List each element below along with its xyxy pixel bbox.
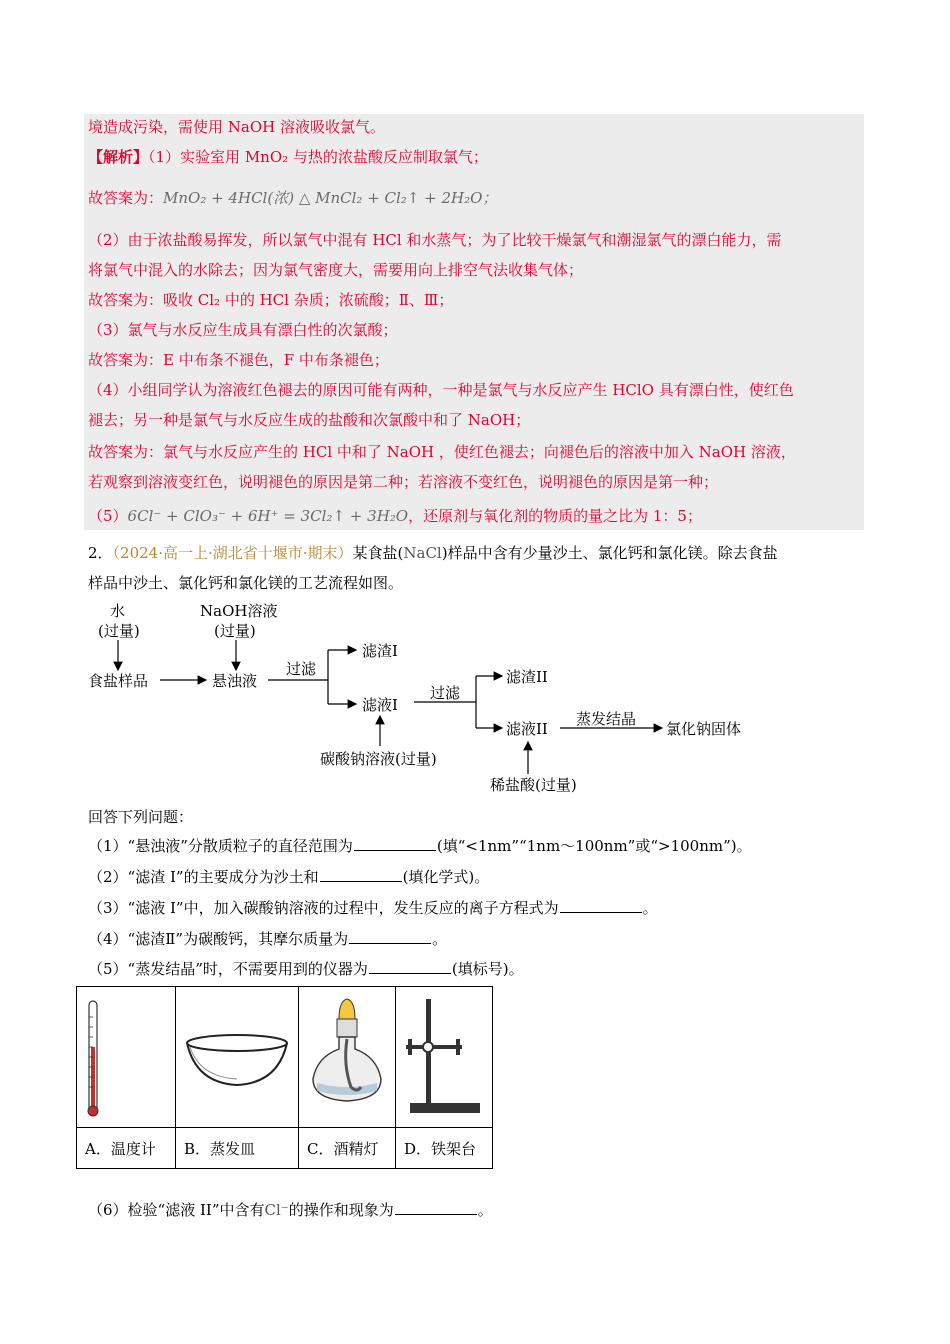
- fc-naoh-amount: (过量): [214, 622, 256, 640]
- question-source: （2024·高一上·湖北省十堰市·期末）: [112, 544, 353, 562]
- fc-water-amount: (过量): [98, 622, 140, 640]
- instrument-table: [76, 986, 493, 1169]
- fc-residue-2: 滤渣II: [506, 668, 548, 686]
- answer-line-8: 故答案为：E 中布条不褪色，F 中布条褪色；: [88, 351, 389, 369]
- fc-na2co3: 碳酸钠溶液(过量): [320, 750, 437, 768]
- answer-line-13-prefix: （5）: [88, 507, 128, 525]
- iron-stand-icon: [396, 987, 492, 1123]
- sub-question-2: [88, 867, 489, 887]
- q6-text-c: 。: [477, 1201, 493, 1219]
- fc-water: 水: [110, 602, 126, 620]
- instrument-label-c: C．酒精灯: [299, 1128, 396, 1169]
- sub-question-6: [88, 1200, 493, 1220]
- instrument-cell-d: [396, 987, 493, 1128]
- fc-hcl: 稀盐酸(过量): [490, 776, 577, 794]
- sub-question-5: [88, 959, 524, 979]
- analysis-text: （1）实验室用 MnO₂ 与热的浓盐酸反应制取氯气；: [148, 148, 488, 166]
- alcohol-lamp-icon: [299, 987, 395, 1123]
- answer-blank[interactable]: [354, 836, 436, 851]
- instrument-label-b: B．蒸发皿: [176, 1128, 299, 1169]
- answer-blank[interactable]: [395, 1200, 477, 1215]
- fc-filtrate-1: 滤液I: [362, 696, 398, 714]
- thermometer-icon: [77, 987, 175, 1123]
- answer-line-7: （3）氯气与水反应生成具有漂白性的次氯酸；: [88, 321, 398, 339]
- answer-blank[interactable]: [369, 959, 451, 974]
- answer-line-1: 境造成污染，需使用 NaOH 溶液吸收氯气。: [88, 118, 385, 136]
- stem-part-a: 某食盐(: [352, 544, 404, 562]
- fc-filtrate-2: 滤液II: [506, 720, 548, 738]
- q6-text-b: 的操作和现象为: [288, 1201, 394, 1219]
- stem-part-b: )样品中含有少量沙土、氯化钙和氯化镁。除去食盐: [441, 544, 778, 562]
- q1-text-a: （1）“悬浊液”分散质粒子的直径范围为: [88, 837, 353, 855]
- instrument-label-a: A．温度计: [77, 1128, 176, 1169]
- answer-line-3: [88, 188, 497, 208]
- q2-text-a: （2）“滤渣 I”的主要成分为沙土和: [88, 868, 319, 886]
- answer-line-4: （2）由于浓盐酸易挥发，所以氯气中混有 HCl 和水蒸气；为了比较干燥氯气和潮湿氯气的漂白能力，需: [88, 231, 782, 249]
- fc-residue-1: 滤渣I: [362, 642, 398, 660]
- nacl-formula: NaCl: [403, 544, 442, 562]
- fc-product: 氯化钠固体: [666, 720, 742, 738]
- answer-line-12: 若观察到溶液变红色，说明褪色的原因是第二种；若溶液不变红色，说明褪色的原因是第一种；: [88, 473, 719, 491]
- q5-text-a: （5）“蒸发结晶”时，不需要用到的仪器为: [88, 960, 368, 978]
- chloride-ion: Cl⁻: [264, 1201, 289, 1219]
- instrument-label-d: D．铁架台: [396, 1128, 493, 1169]
- sub-question-1: [88, 836, 752, 856]
- answer-line-13-suffix: ，还原剂与氧化剂的物质的量之比为 1：5；: [408, 507, 702, 525]
- sub-question-4: [88, 929, 447, 949]
- fc-sample: 食盐样品: [88, 672, 149, 690]
- answer-line-10: 褪去；另一种是氯气与水反应生成的盐酸和次氯酸中和了 NaOH；: [88, 411, 531, 429]
- process-flowchart: [80, 598, 780, 798]
- instrument-cell-a: [77, 987, 176, 1128]
- equation-mno2: MnO₂ + 4HCl(浓) △ MnCl₂ + Cl₂↑ + 2H₂O；: [163, 189, 498, 207]
- equation-chlorate: 6Cl⁻ + ClO₃⁻ + 6H⁺ = 3Cl₂↑ + 3H₂O: [127, 507, 409, 525]
- q5-text-b: (填标号)。: [451, 960, 524, 978]
- fc-evaporate: 蒸发结晶: [576, 710, 637, 728]
- answer-line-13: [88, 506, 702, 526]
- q4-text-b: 。: [432, 930, 448, 948]
- sub-question-3: [88, 898, 658, 918]
- question-number: 2．: [88, 544, 113, 562]
- analysis-tag: 【解析】: [88, 148, 149, 166]
- fc-filter-1: 过滤: [286, 660, 317, 678]
- question-stem-line-1: [88, 543, 778, 563]
- q4-text-a: （4）“滤渣Ⅱ”为碳酸钙，其摩尔质量为: [88, 930, 349, 948]
- fc-naoh: NaOH溶液: [200, 602, 278, 620]
- instrument-cell-c: [299, 987, 396, 1128]
- analysis-line: [88, 147, 488, 167]
- answer-line-5: 将氯气中混入的水除去；因为氯气密度大，需要用向上排空气法收集气体；: [88, 261, 584, 279]
- answer-blank[interactable]: [560, 898, 642, 913]
- question-stem-line-2: 样品中沙土、氯化钙和氯化镁的工艺流程如图。: [88, 574, 404, 592]
- fc-suspension: 悬浊液: [212, 672, 258, 690]
- q1-text-b: (填“<1nm”“1nm～100nm”或“>100nm”)。: [436, 837, 752, 855]
- evaporating-dish-icon: [176, 987, 298, 1123]
- answer-line-9: （4）小组同学认为溶液红色褪去的原因可能有两种，一种是氯气与水反应产生 HClO 具有漂白性，使红色: [88, 381, 794, 399]
- sub-intro: 回答下列问题：: [88, 808, 194, 826]
- q6-text-a: （6）检验“滤液 II”中含有: [88, 1201, 265, 1219]
- q2-text-b: (填化学式)。: [402, 868, 490, 886]
- q3-text-b: 。: [642, 899, 658, 917]
- answer-blank[interactable]: [349, 929, 431, 944]
- q3-text-a: （3）“滤液 I”中，加入碳酸钠溶液的过程中，发生反应的离子方程式为: [88, 899, 559, 917]
- instrument-cell-b: [176, 987, 299, 1128]
- answer-line-11: 故答案为：氯气与水反应产生的 HCl 中和了 NaOH ，使红色褪去；向褪色后的溶液中加入 NaOH 溶液，: [88, 443, 796, 461]
- fc-filter-2: 过滤: [430, 684, 461, 702]
- answer-label: 故答案为：: [88, 189, 164, 207]
- answer-line-6: 故答案为：吸收 Cl₂ 中的 HCl 杂质；浓硫酸；Ⅱ、Ⅲ；: [88, 291, 454, 309]
- answer-blank[interactable]: [320, 867, 402, 882]
